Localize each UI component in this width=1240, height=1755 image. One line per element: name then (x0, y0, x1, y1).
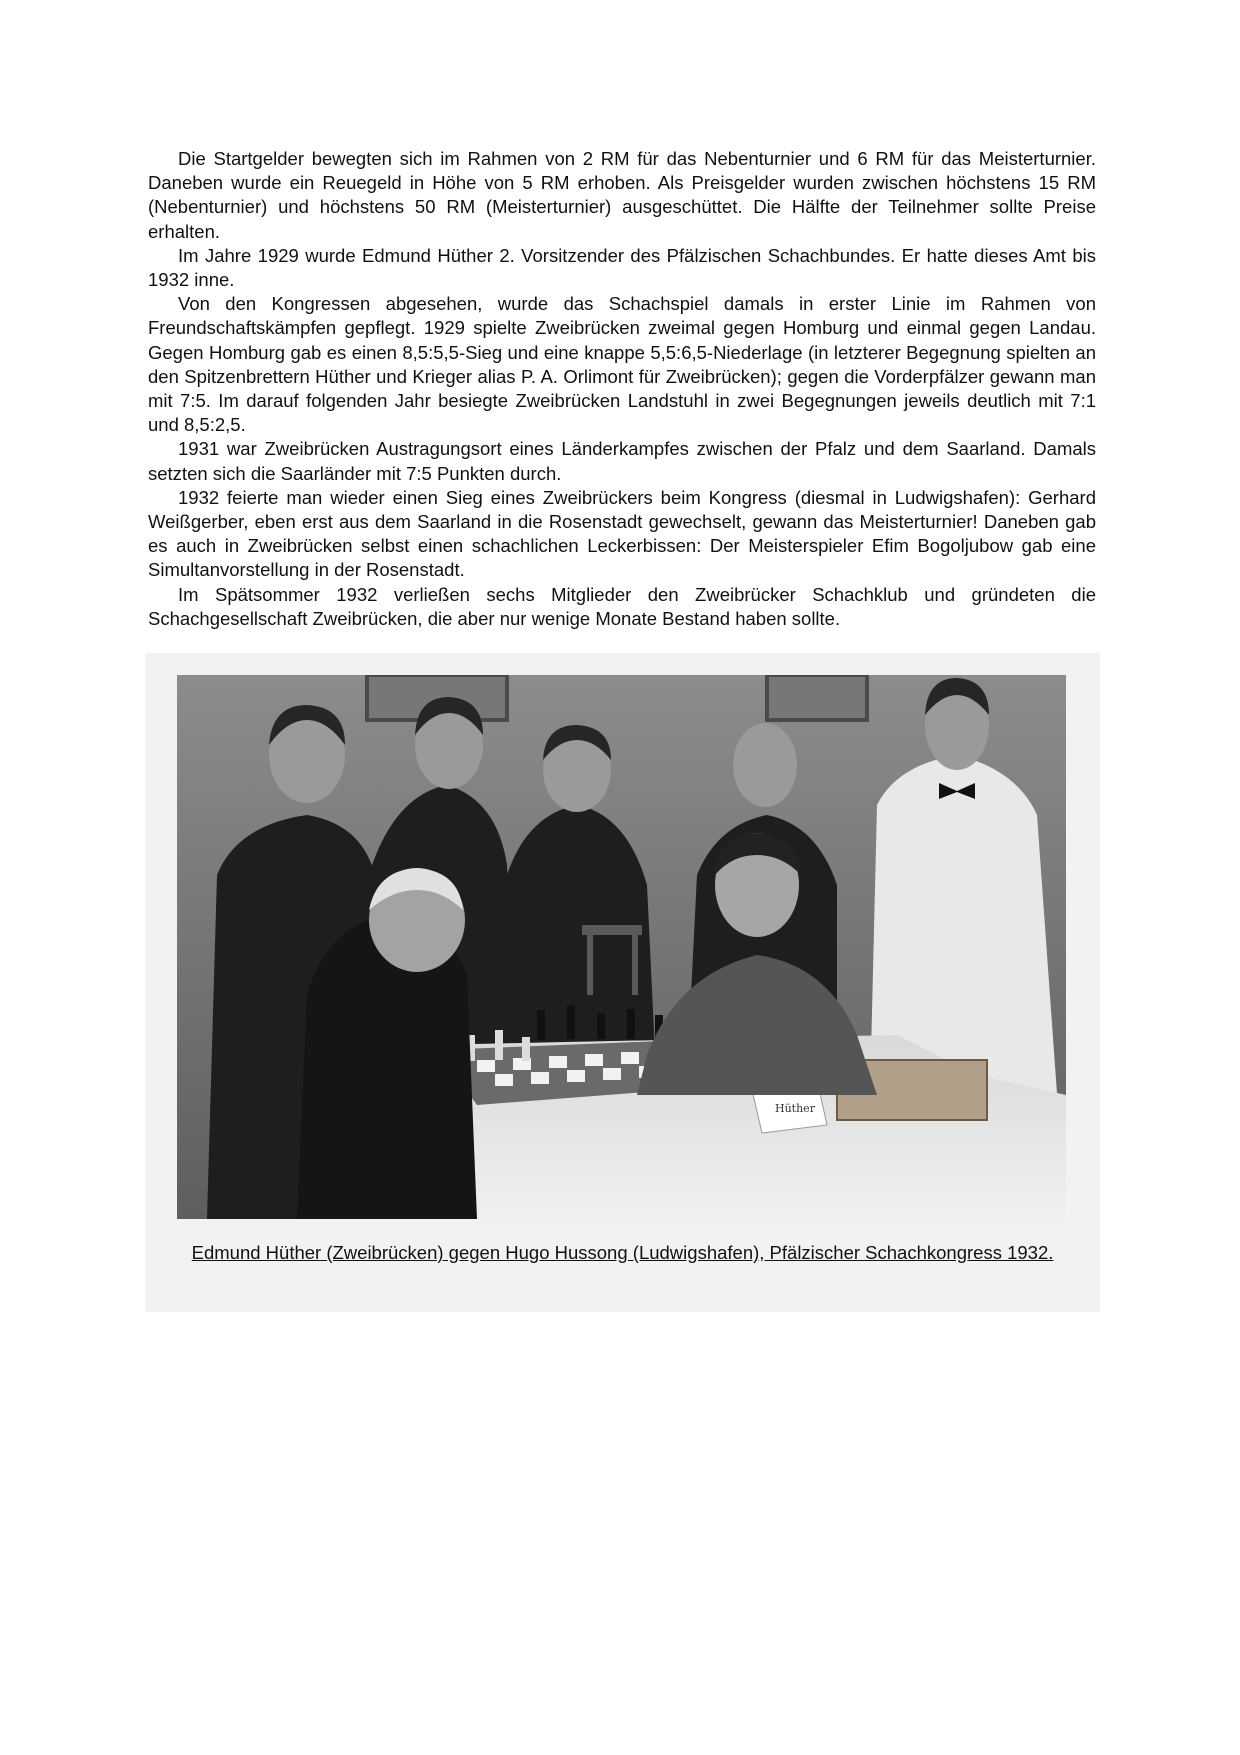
paragraph-kongress-1932: 1932 feierte man wieder einen Sieg eines Zweibrückers beim Kongress (diesmal in Ludwigshafen): Gerhard Weißgerber, eben erst aus dem Saarland in die Rosenstadt gewechselt, gewann das Meisterturnier! Daneben gab es auch in Zweibrücken selbst einen schachlichen Leckerbissen: Der Meisterspieler Efim Bogoljubow gab eine Simultanvorstellung in der Rosenstadt. (148, 486, 1096, 581)
figure-box (145, 653, 1100, 1312)
paragraph-vorsitzender: Im Jahre 1929 wurde Edmund Hüther 2. Vorsitzender des Pfälzischen Schachbundes. Er hatte dieses Amt bis 1932 inne. (148, 244, 1096, 291)
paragraph-startgelder: Die Startgelder bewegten sich im Rahmen von 2 RM für das Nebenturnier und 6 RM für das Meisterturnier. Daneben wurde ein Reuegeld in Höhe von 5 RM erhoben. Als Preisgelder wurden zwischen höchstens 15 RM (Nebenturnier) und höchstens 50 RM (Meisterturnier) ausgeschüttet. Die Hälfte der Teilnehmer sollte Preise erhalten. (148, 148, 1096, 242)
name-card-label: Hüther (775, 1102, 815, 1115)
paragraph-freundschaftskaempfe: Von den Kongressen abgesehen, wurde das Schachspiel damals in erster Linie im Rahmen von Freundschaftskämpfen gepflegt. 1929 spielte Zweibrücken zweimal gegen Homburg und einmal gegen Landau. Gegen Homburg gab es einen 8,5:5,5-Sieg und eine knappe 5,5:6,5-Niederlage (in letzterer Begegnung spielten an den Spitzenbrettern Hüther und Krieger alias P. A. Orlimont für Zweibrücken); gegen die Vorderpfälzer gewann man mit 7:5. Im darauf folgenden Jahr besiegte Zweibrücken Landstuhl in zwei Begegnungen jeweils deutlich mit 7:1 und 8,5:2,5. (148, 293, 1096, 436)
paragraph-schachgesellschaft: Im Spätsommer 1932 verließen sechs Mitglieder den Zweibrücker Schachklub und gründeten die Schachgesellschaft Zweibrücken, die aber nur wenige Monate Bestand haben sollte. (148, 583, 1096, 629)
photo-illustration (177, 675, 1066, 1219)
figure-caption: Edmund Hüther (Zweibrücken) gegen Hugo Hussong (Ludwigshafen), Pfälzischer Schachkongress 1932. (191, 1242, 1054, 1263)
paragraph-laenderkampf: 1931 war Zweibrücken Austragungsort eines Länderkampfes zwischen der Pfalz und dem Saarland. Damals setzten sich die Saarländer mit 7:5 Punkten durch. (148, 438, 1096, 484)
chess-game-photo (177, 675, 1066, 1219)
body-text (148, 147, 1096, 631)
